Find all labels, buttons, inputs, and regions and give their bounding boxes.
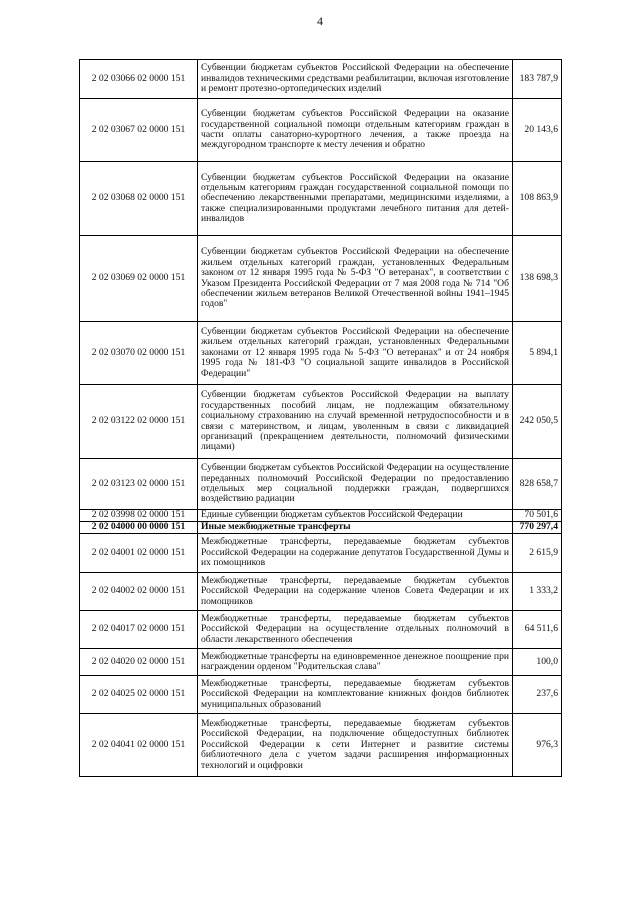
budget-amount: 1 333,2 bbox=[513, 573, 562, 611]
budget-code: 2 02 03122 02 0000 151 bbox=[80, 385, 198, 459]
table-row bbox=[80, 510, 562, 522]
budget-amount: 100,0 bbox=[513, 649, 562, 676]
budget-amount: 5 894,1 bbox=[513, 322, 562, 385]
budget-amount: 976,3 bbox=[513, 714, 562, 777]
table-row bbox=[80, 534, 562, 573]
budget-code: 2 02 04000 00 0000 151 bbox=[80, 522, 198, 534]
budget-amount: 70 501,6 bbox=[513, 510, 562, 522]
budget-table bbox=[79, 59, 562, 777]
budget-description: Межбюджетные трансферты, передаваемые бюджетам субъектов Российской Федерации на осуществление отдельных полномочий в области лекарственного обеспечения bbox=[198, 611, 513, 649]
budget-amount: 2 615,9 bbox=[513, 534, 562, 573]
budget-code: 2 02 03066 02 0000 151 bbox=[80, 60, 198, 99]
budget-description: Субвенции бюджетам субъектов Российской Федерации на осуществление переданных полномочий Российской Федерации по предоставлению отдельных мер социальной поддержки граждан, подвергшихся воздействию радиации bbox=[198, 459, 513, 510]
budget-description: Межбюджетные трансферты, передаваемые бюджетам субъектов Российской Федерации на содержание депутатов Государственной Думы и их помощников bbox=[198, 534, 513, 573]
budget-amount: 183 787,9 bbox=[513, 60, 562, 99]
budget-amount: 242 050,5 bbox=[513, 385, 562, 459]
budget-code: 2 02 04017 02 0000 151 bbox=[80, 611, 198, 649]
table-row bbox=[80, 573, 562, 611]
table-row bbox=[80, 649, 562, 676]
budget-amount: 237,6 bbox=[513, 676, 562, 714]
table-row bbox=[80, 611, 562, 649]
budget-description: Иные межбюджетные трансферты bbox=[198, 522, 513, 534]
budget-amount: 770 297,4 bbox=[513, 522, 562, 534]
budget-description: Субвенции бюджетам субъектов Российской Федерации на обеспечение жильем отдельных категорий граждан, установленных Федеральным законом от 12 января 1995 года № 5-ФЗ "О ветеранах", в соответствии с Указом Президента Российской Федерации от 7 мая 2008 года № 714 "Об обеспечении жильем ветеранов Великой Отечественной войны 1941–1945 годов" bbox=[198, 236, 513, 322]
budget-amount: 828 658,7 bbox=[513, 459, 562, 510]
budget-description: Субвенции бюджетам субъектов Российской Федерации на выплату государственных пособий лицам, не подлежащим обязательному социальному страхованию на случай временной нетрудоспособности и в связи с материнством, и лицам, уволенным в связи с ликвидацией организаций (прекращением деятельности, полномочий физическими лицами) bbox=[198, 385, 513, 459]
table-row bbox=[80, 676, 562, 714]
budget-amount: 20 143,6 bbox=[513, 99, 562, 162]
budget-amount: 138 698,3 bbox=[513, 236, 562, 322]
budget-code: 2 02 04002 02 0000 151 bbox=[80, 573, 198, 611]
table-row bbox=[80, 459, 562, 510]
page-number: 4 bbox=[317, 14, 323, 28]
budget-description: Субвенции бюджетам субъектов Российской Федерации на обеспечение жильем отдельных категорий граждан, установленных Федеральными законами от 12 января 1995 года № 5-ФЗ "О ветеранах" и от 24 ноября 1995 года № 181-ФЗ "О социальной защите инвалидов в Российской Федерации" bbox=[198, 322, 513, 385]
budget-code: 2 02 03998 02 0000 151 bbox=[80, 510, 198, 522]
budget-description: Единые субвенции бюджетам субъектов Российской Федерации bbox=[198, 510, 513, 522]
table-row bbox=[80, 162, 562, 236]
budget-code: 2 02 04001 02 0000 151 bbox=[80, 534, 198, 573]
budget-description: Субвенции бюджетам субъектов Российской Федерации на оказание государственной социальной помощи отдельным категориям граждан в части оплаты санаторно-курортного лечения, а также проезда на междугородном транспорте к месту лечения и обратно bbox=[198, 99, 513, 162]
budget-code: 2 02 03070 02 0000 151 bbox=[80, 322, 198, 385]
table-row-total bbox=[80, 522, 562, 534]
budget-code: 2 02 03067 02 0000 151 bbox=[80, 99, 198, 162]
budget-code: 2 02 04041 02 0000 151 bbox=[80, 714, 198, 777]
budget-amount: 108 863,9 bbox=[513, 162, 562, 236]
budget-description: Межбюджетные трансферты на единовременное денежное поощрение при награждении орденом "Родительская слава" bbox=[198, 649, 513, 676]
budget-description: Межбюджетные трансферты, передаваемые бюджетам субъектов Российской Федерации на комплектование книжных фондов библиотек муниципальных образований bbox=[198, 676, 513, 714]
budget-code: 2 02 04020 02 0000 151 bbox=[80, 649, 198, 676]
table-row bbox=[80, 322, 562, 385]
table-row bbox=[80, 99, 562, 162]
budget-code: 2 02 03123 02 0000 151 bbox=[80, 459, 198, 510]
budget-description: Субвенции бюджетам субъектов Российской Федерации на обеспечение инвалидов техническими средствами реабилитации, включая изготовление и ремонт протезно-ортопедических изделий bbox=[198, 60, 513, 99]
budget-description: Межбюджетные трансферты, передаваемые бюджетам субъектов Российской Федерации, на подключение общедоступных библиотек Российской Федерации к сети Интернет и развитие системы библиотечного дела с учетом задачи расширения информационных технологий и оцифровки bbox=[198, 714, 513, 777]
budget-code: 2 02 03069 02 0000 151 bbox=[80, 236, 198, 322]
budget-code: 2 02 04025 02 0000 151 bbox=[80, 676, 198, 714]
table-row bbox=[80, 60, 562, 99]
budget-table-body bbox=[80, 60, 562, 777]
budget-amount: 64 511,6 bbox=[513, 611, 562, 649]
table-row bbox=[80, 385, 562, 459]
budget-description: Субвенции бюджетам субъектов Российской Федерации на оказание отдельным категориям граждан государственной социальной помощи по обеспечению лекарственными препаратами, медицинскими изделиями, а также специализированными продуктами лечебного питания для детей-инвалидов bbox=[198, 162, 513, 236]
budget-description: Межбюджетные трансферты, передаваемые бюджетам субъектов Российской Федерации на содержание членов Совета Федерации и их помощников bbox=[198, 573, 513, 611]
table-row bbox=[80, 714, 562, 777]
budget-code: 2 02 03068 02 0000 151 bbox=[80, 162, 198, 236]
table-row bbox=[80, 236, 562, 322]
